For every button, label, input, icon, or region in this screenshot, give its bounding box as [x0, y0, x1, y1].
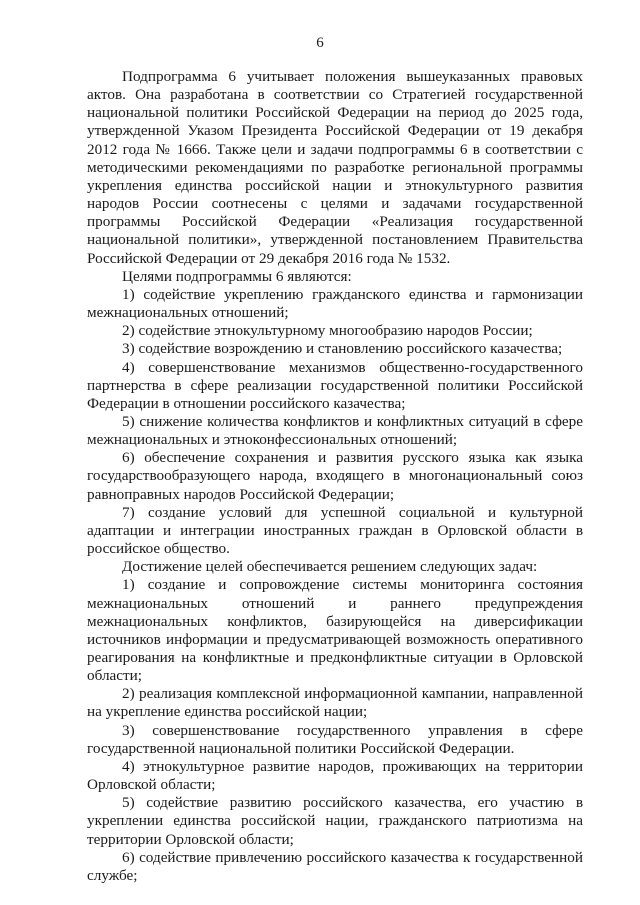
page-number: 6	[316, 35, 324, 51]
goal-item-3: 3) содействие возрождению и становлению российского казачества;	[122, 340, 563, 358]
goal-item-1: 1) содействие укреплению гражданского единства и гармонизации межнациональных отношений;	[87, 285, 583, 322]
task-item-3: 3) совершенствование государственного управления в сфере государственной национальной политики Российской Федерации.	[87, 721, 583, 757]
task-item-5: 5) содействие развитию российского казачества, его участию в укреплении единства российской нации, гражданского патриотизма на территории Орловской области;	[87, 794, 583, 848]
paragraph-tasks-heading: Достижение целей обеспечивается решением следующих задач:	[122, 558, 538, 576]
document-body	[87, 68, 583, 885]
paragraph-goals-heading: Целями подпрограммы 6 являются:	[122, 267, 352, 285]
goal-item-4: 4) совершенствование механизмов общественно-государственного партнерства в сфере реализации государственной политики Российской Федерации в отношении российского казачества;	[87, 358, 583, 412]
goal-item-6: 6) обеспечение сохранения и развития русского языка как языка государствообразующего народа, входящего в многонациональный союз равноправных народов Российской Федерации;	[87, 449, 583, 503]
task-item-4: 4) этнокультурное развитие народов, проживающих на территории Орловской области;	[87, 757, 583, 794]
task-item-2: 2) реализация комплексной информационной кампании, направленной на укрепление единства российской нации;	[87, 685, 583, 721]
goal-item-7: 7) создание условий для успешной социальной и культурной адаптации и интеграции иностранных граждан в Орловской области в российское общество.	[87, 503, 583, 558]
goal-item-2: 2) содействие этнокультурному многообразию народов России;	[122, 322, 533, 340]
goal-item-5: 5) снижение количества конфликтов и конфликтных ситуаций в сфере межнациональных и этноконфессиональных отношений;	[87, 412, 583, 449]
task-item-6: 6) содействие привлечению российского казачества к государственной службе;	[87, 848, 583, 884]
paragraph-intro: Подпрограмма 6 учитывает положения вышеуказанных правовых актов. Она разработана в соответствии со Стратегией государственной национальной политики Российской Федерации на период до 2025 года, утвержденной Указом Президента Российской Федерации от 19 декабря 2012 года № 1666. Также цели и задачи подпрограммы 6 в соответствии с методическими рекомендациями по разработке региональной программы укрепления единства российской нации и этнокультурного развития народов России соотнесены с целями и задачами государственной программы Российской Федерации «Реализация государственной национальной политики», утвержденной постановлением Правительства Российской Федерации от 29 декабря 2016 года № 1532.	[87, 68, 583, 267]
task-item-1: 1) создание и сопровождение системы мониторинга состояния межнациональных отношений и раннего предупреждения межнациональных конфликтов, базирующейся на диверсификации источников информации и предусматривающей возможность оперативного реагирования на конфликтные и предконфликтные ситуации в Орловской области;	[87, 576, 583, 685]
